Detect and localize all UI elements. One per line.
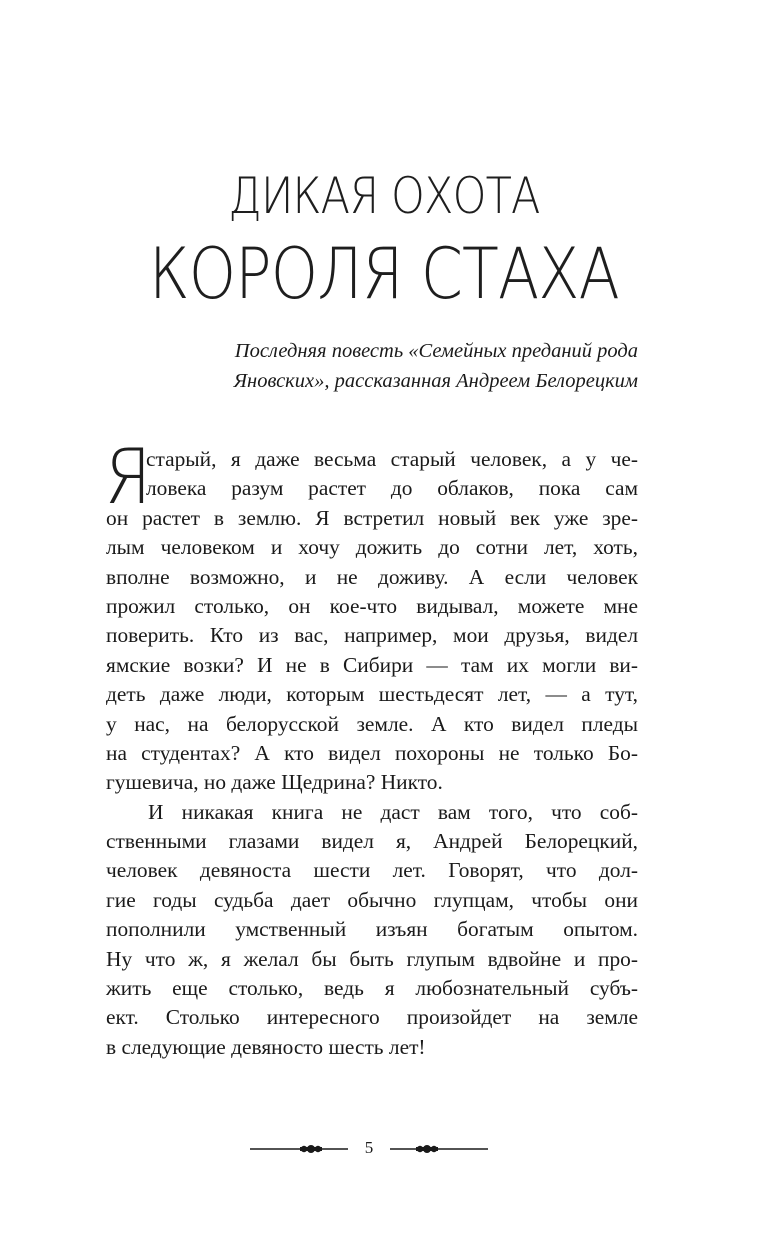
text-line: Ну что ж, я желал бы быть глупым вдвойне и про-	[106, 946, 638, 971]
text-line: деть даже люди, которым шестьдесят лет, — а тут,	[106, 682, 638, 707]
text-line: пополнили умственный изъян богатым опытом.	[106, 917, 638, 942]
text-line: на студентах? А кто видел похороны не только Бо-	[106, 740, 638, 765]
text-line: ект. Столько интересного произойдет на земле	[106, 1005, 638, 1030]
text-line: старый, я даже весьма старый человек, а у че-	[146, 447, 638, 471]
epigraph-line-2: Яновских», рассказанная Андреем Белорецким	[233, 370, 638, 392]
text-line: ямские возки? И не в Сибири — там их могли ви-	[106, 652, 638, 677]
epigraph-line-1: Последняя повесть «Семейных преданий рода	[234, 340, 638, 362]
text-line: в следующие девяносто шесть лет!	[106, 1034, 426, 1059]
text-line: у нас, на белорусской земле. А кто видел пледы	[106, 711, 638, 736]
text-line: прожил столько, он кое-что видывал, можете мне	[106, 593, 638, 618]
epigraph	[178, 336, 638, 396]
page-number: 5	[364, 1138, 374, 1157]
text-line: вполне возможно, и не доживу. А если человек	[106, 564, 638, 589]
text-line: он растет в землю. Я встретил новый век уже зре-	[106, 505, 638, 530]
paragraph-1	[106, 445, 638, 798]
text-line: лым человеком и хочу дожить до сотни лет, хоть,	[106, 535, 638, 560]
text-line: ственными глазами видел я, Андрей Белорецкий,	[106, 829, 638, 854]
text-line: гие годы судьба дает обычно глупцам, чтобы они	[106, 887, 638, 912]
drop-cap: Я	[104, 432, 152, 521]
text-line: жить еще столько, ведь я любознательный субъ-	[106, 976, 638, 1001]
body-text	[104, 432, 638, 1062]
title-line-1: ДИКАЯ ОХОТА	[228, 167, 540, 225]
text-line: человек девяноста шести лет. Говорят, что дол-	[106, 858, 638, 883]
text-line: поверить. Кто из вас, например, мои друзья, видел	[106, 623, 638, 648]
text-line: И никакая книга не даст вам того, что соб-	[148, 799, 638, 824]
chapter-title	[0, 160, 768, 316]
paragraph-2	[106, 798, 638, 1063]
page-footer	[248, 1136, 490, 1164]
title-line-2: КОРОЛЯ СТАХА	[149, 233, 619, 315]
text-line: гушевича, но даже Щедрина? Никто.	[106, 770, 443, 795]
text-line: ловека разум растет до облаков, пока сам	[146, 476, 638, 501]
